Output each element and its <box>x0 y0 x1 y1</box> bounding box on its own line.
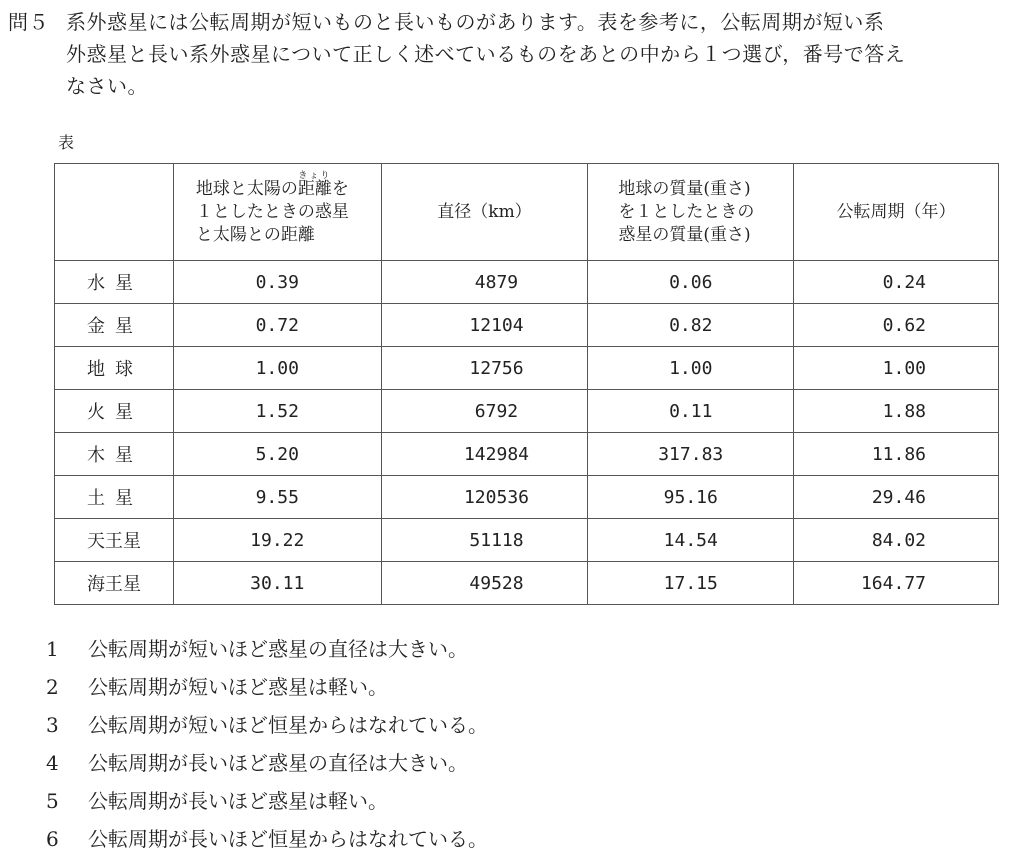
cell-period: 164.77 <box>794 562 999 605</box>
cell-period: 84.02 <box>794 519 999 562</box>
choice-item[interactable] <box>46 668 488 706</box>
cell-period: 29.46 <box>794 476 999 519</box>
header-planet-name <box>55 164 174 261</box>
table-row <box>55 347 999 390</box>
choice-text: 公転周期が長いほど恒星からはなれている。 <box>88 827 488 851</box>
cell-diameter: 51118 <box>381 519 588 562</box>
cell-period: 1.88 <box>794 390 999 433</box>
choice-number: 6 <box>46 827 59 851</box>
cell-planet-name: 海王星 <box>55 562 174 605</box>
cell-diameter: 6792 <box>381 390 588 433</box>
cell-planet-name: 天王星 <box>55 519 174 562</box>
cell-diameter: 49528 <box>381 562 588 605</box>
cell-diameter: 120536 <box>381 476 588 519</box>
cell-mass: 14.54 <box>588 519 794 562</box>
cell-mass: 95.16 <box>588 476 794 519</box>
cell-planet-name: 土星 <box>55 476 174 519</box>
question-line-3 <box>8 70 1016 102</box>
cell-distance: 5.20 <box>173 433 381 476</box>
cell-period: 0.62 <box>794 304 999 347</box>
table-header-row <box>55 164 999 261</box>
cell-mass: 17.15 <box>588 562 794 605</box>
cell-diameter: 142984 <box>381 433 588 476</box>
choice-text: 公転周期が長いほど惑星の直径は大きい。 <box>88 751 468 775</box>
cell-distance: 9.55 <box>173 476 381 519</box>
table-row <box>55 562 999 605</box>
planet-data-table <box>54 163 999 605</box>
question-text-line: なさい。 <box>66 74 148 98</box>
table-row <box>55 433 999 476</box>
table-row <box>55 519 999 562</box>
cell-mass: 0.82 <box>588 304 794 347</box>
choice-text: 公転周期が短いほど惑星の直径は大きい。 <box>88 637 468 661</box>
cell-period: 1.00 <box>794 347 999 390</box>
header-distance: 地球と太陽の きょり 距離を １としたときの惑星 と太陽との距離 <box>173 164 381 261</box>
choice-number: 4 <box>46 751 59 775</box>
cell-distance: 0.72 <box>173 304 381 347</box>
question-line-1 <box>8 6 1016 38</box>
cell-planet-name: 火星 <box>55 390 174 433</box>
choice-text: 公転周期が長いほど惑星は軽い。 <box>88 789 388 813</box>
choice-number: 1 <box>46 637 59 661</box>
cell-distance: 19.22 <box>173 519 381 562</box>
question-text-line: 系外惑星には公転周期が短いものと長いものがあります。表を参考に，公転周期が短い系 <box>66 10 885 34</box>
answer-choices <box>46 630 488 858</box>
cell-period: 0.24 <box>794 261 999 304</box>
choice-item[interactable] <box>46 782 488 820</box>
choice-item[interactable] <box>46 630 488 668</box>
cell-planet-name: 金星 <box>55 304 174 347</box>
cell-mass: 0.06 <box>588 261 794 304</box>
cell-planet-name: 地球 <box>55 347 174 390</box>
choice-number: 2 <box>46 675 59 699</box>
choice-item[interactable] <box>46 744 488 782</box>
table-row <box>55 476 999 519</box>
cell-diameter: 12756 <box>381 347 588 390</box>
header-mass: 地球の質量(重さ) を１としたときの 惑星の質量(重さ) <box>588 164 794 261</box>
cell-mass: 1.00 <box>588 347 794 390</box>
cell-planet-name: 木星 <box>55 433 174 476</box>
choice-item[interactable] <box>46 706 488 744</box>
cell-distance: 0.39 <box>173 261 381 304</box>
table-row <box>55 261 999 304</box>
cell-period: 11.86 <box>794 433 999 476</box>
cell-distance: 30.11 <box>173 562 381 605</box>
choice-text: 公転周期が短いほど恒星からはなれている。 <box>88 713 488 737</box>
cell-mass: 0.11 <box>588 390 794 433</box>
question-block <box>8 6 1016 102</box>
choice-item[interactable] <box>46 820 488 858</box>
question-text-line: 外惑星と長い系外惑星について正しく述べているものをあとの中から１つ選び，番号で答え <box>66 42 906 66</box>
ruby-kyori: きょり 距離 <box>297 170 332 199</box>
header-diameter: 直径（km） <box>381 164 588 261</box>
table-row <box>55 390 999 433</box>
cell-diameter: 12104 <box>381 304 588 347</box>
header-period: 公転周期（年） <box>794 164 999 261</box>
cell-diameter: 4879 <box>381 261 588 304</box>
table-label: 表 <box>58 133 75 152</box>
table-row <box>55 304 999 347</box>
cell-planet-name: 水星 <box>55 261 174 304</box>
choice-text: 公転周期が短いほど惑星は軽い。 <box>88 675 388 699</box>
choice-number: 3 <box>46 713 59 737</box>
choice-number: 5 <box>46 789 59 813</box>
cell-mass: 317.83 <box>588 433 794 476</box>
cell-distance: 1.00 <box>173 347 381 390</box>
question-line-2 <box>8 38 1016 70</box>
question-number: 問５ <box>8 10 49 34</box>
cell-distance: 1.52 <box>173 390 381 433</box>
